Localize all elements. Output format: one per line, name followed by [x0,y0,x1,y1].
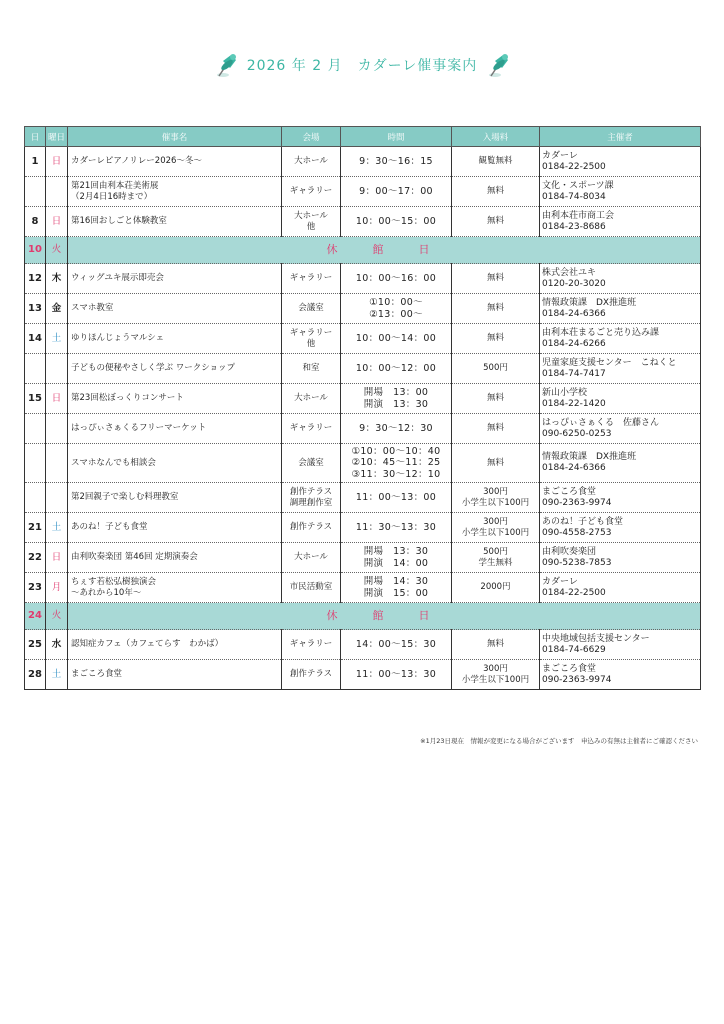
venue-cell [282,630,341,660]
column-header-weekday: 曜日 [46,127,68,147]
fee-cell [452,660,540,690]
event-name-cell [68,177,282,207]
day-cell: 25 [25,630,46,660]
organizer-cell-line: 0184-24-6366 [542,463,606,473]
organizer-cell-line: 0184-23-8686 [542,221,606,232]
organizer-cell-line: 090-6250-0253 [542,428,612,439]
organizer-cell [540,513,701,543]
fee-cell [452,177,540,207]
venue-cell-line: 和室 [302,363,320,374]
table-row [25,444,701,483]
venue-cell-line: 創作テラス [289,522,333,533]
organizer-cell-line: 情報政策課 DX推進班 [542,297,637,308]
fee-cell-line: 500円 [483,547,508,558]
time-cell [341,513,452,543]
footnote: ※1月23日現在 情報が変更になる場合がございます 申込みの有無は主催者にご確認ください [420,737,698,745]
day-cell: 28 [25,660,46,690]
day-cell [25,354,46,384]
table-row [25,147,701,177]
organizer-cell [540,444,701,483]
organizer-cell-line: 情報政策課 DX推進班 [542,452,637,463]
weekday-cell: 月 [46,573,68,603]
venue-cell-line: 創作テラス [289,669,333,680]
venue-cell [282,513,341,543]
fee-cell [452,384,540,414]
day-cell: 1 [25,147,46,177]
organizer-cell [540,630,701,660]
day-cell: 22 [25,543,46,573]
time-cell [341,573,452,603]
day-cell: 21 [25,513,46,543]
day-cell [25,444,46,483]
weekday-cell [46,444,68,483]
organizer-cell-line: 由利本荘まるごと売り込み課 [542,327,660,338]
event-name-cell [68,513,282,543]
organizer-cell-line: 株式会社ユキ [542,267,597,278]
event-name-cell-line: 子どもの便秘やさしく学ぶ ワークショップ [71,363,236,374]
time-cell [341,444,452,483]
fee-cell [452,513,540,543]
organizer-cell-line: 新山小学校 [542,387,588,398]
venue-cell [282,207,341,237]
organizer-cell-line: 090-2363-9974 [542,497,612,508]
time-cell-line: 開場 13：00 [363,387,429,399]
time-cell [341,414,452,444]
event-name-cell-line: 第16回おしごと体験教室 [71,216,167,227]
table-row [25,414,701,444]
day-cell: 13 [25,294,46,324]
column-header-day: 日 [25,127,46,147]
event-name-cell [68,207,282,237]
event-name-cell-line: 認知症カフェ（カフェてらす わかば） [71,639,224,650]
venue-cell-line: 大ホール [294,552,328,563]
time-cell-line: 開場 13：30 [363,546,429,558]
organizer-cell-line: 0184-24-6266 [542,338,606,349]
event-name-cell-line: まごころ食堂 [71,669,123,680]
event-name-cell-line: あのね！子ども食堂 [71,522,148,533]
event-name-cell-line: （2月4日16時まで） [71,191,153,202]
time-cell-line: 開演 14：00 [363,557,429,569]
organizer-cell-line: まごころ食堂 [542,486,597,497]
venue-cell-line: ギャラリー [289,273,333,284]
fee-cell [452,294,540,324]
closed-day-row [25,603,701,630]
organizer-cell [540,147,701,177]
organizer-cell-line: 児童家庭支援センター こねくと [542,357,677,368]
fee-cell-line: 無料 [486,423,504,434]
time-cell [341,483,452,513]
day-cell [25,177,46,207]
day-cell: 10 [25,237,46,264]
time-cell-line: ①10：00～ [369,297,423,309]
time-cell [341,384,452,414]
fee-cell-line: 無料 [486,216,504,227]
fee-cell-line: 無料 [486,457,504,468]
organizer-cell-line: 090-4558-2753 [542,527,612,538]
fee-cell-line: 500円 [483,363,508,374]
page-title-bar [0,50,724,80]
fee-cell [452,264,540,294]
venue-cell [282,354,341,384]
venue-cell [282,573,341,603]
venue-cell [282,147,341,177]
event-name-cell-line: カダーレピアノリレー2026～冬～ [71,156,202,167]
fee-cell-line: 学生無料 [478,557,513,568]
weekday-cell: 日 [46,147,68,177]
organizer-cell-line: まごころ食堂 [542,663,597,674]
weekday-cell: 火 [46,237,68,264]
venue-cell [282,264,341,294]
event-schedule-table [24,126,701,690]
time-cell-line: 11：00～13：00 [355,491,437,503]
table-row [25,207,701,237]
organizer-cell-line: 0120-20-3020 [542,278,606,289]
table-row [25,543,701,573]
time-cell [341,543,452,573]
organizer-cell-line: 0184-74-8034 [542,191,606,202]
table-row [25,384,701,414]
venue-cell-line: ギャラリー [289,328,333,339]
organizer-cell-line: カダーレ [542,150,578,161]
venue-cell [282,483,341,513]
day-cell: 12 [25,264,46,294]
weekday-cell: 火 [46,603,68,630]
weekday-cell: 日 [46,384,68,414]
event-name-cell [68,573,282,603]
organizer-cell-line: はっぴぃさぁくる 佐藤さん [542,417,660,428]
fee-cell [452,147,540,177]
table-row [25,573,701,603]
fee-cell-line: 小学生以下100円 [461,497,530,508]
time-cell-line: 9：30～12：30 [359,422,433,434]
time-cell [341,177,452,207]
venue-cell [282,294,341,324]
organizer-cell [540,384,701,414]
organizer-cell-line: 0184-74-7417 [542,368,606,379]
event-name-cell [68,324,282,354]
column-header-organizer: 主催者 [540,127,701,147]
organizer-cell [540,354,701,384]
column-header-event: 催事名 [68,127,282,147]
weekday-cell: 日 [46,207,68,237]
organizer-cell [540,324,701,354]
time-cell-line: 14：00～15：30 [355,638,437,650]
time-cell-line: 10：00～12：00 [355,362,437,374]
venue-cell-line: 市民活動室 [289,582,333,593]
table-row [25,513,701,543]
event-name-cell [68,294,282,324]
weekday-cell: 水 [46,630,68,660]
table-row [25,324,701,354]
fee-cell [452,324,540,354]
pushpin-icon [485,51,511,79]
venue-cell-line: ギャラリー [289,186,333,197]
fee-cell-line: 無料 [486,393,504,404]
venue-cell-line: ギャラリー [289,639,333,650]
event-name-cell [68,414,282,444]
organizer-cell-line: あのね！子ども食堂 [542,516,624,527]
event-name-cell-line: ～あれから10年～ [71,587,142,598]
weekday-cell [46,483,68,513]
fee-cell [452,543,540,573]
closed-day-row [25,237,701,264]
event-name-cell [68,543,282,573]
organizer-cell [540,483,701,513]
organizer-cell [540,414,701,444]
organizer-cell [540,660,701,690]
time-cell-line: 10：00～14：00 [355,332,437,344]
weekday-cell: 土 [46,660,68,690]
venue-cell [282,543,341,573]
fee-cell [452,354,540,384]
venue-cell [282,444,341,483]
event-name-cell [68,354,282,384]
venue-cell [282,384,341,414]
fee-cell [452,207,540,237]
event-name-cell [68,147,282,177]
venue-cell [282,660,341,690]
fee-cell-line: 300円 [483,517,508,528]
fee-cell [452,483,540,513]
column-header-venue: 会場 [282,127,341,147]
event-name-cell [68,483,282,513]
day-cell: 8 [25,207,46,237]
time-cell-line: 9：30～16：15 [359,155,433,167]
time-cell-line: ②13：00～ [369,308,423,320]
event-name-cell-line: 第21回由利本荘美術展 [71,181,159,192]
fee-cell [452,573,540,603]
venue-cell-line: 調理創作室 [289,497,333,508]
event-name-cell-line: スマホなんでも相談会 [71,457,156,468]
day-cell [25,414,46,444]
organizer-cell-line: 文化・スポーツ課 [542,180,614,191]
venue-cell-line: 会議室 [298,303,324,314]
event-name-cell-line: 由利吹奏楽団 第46回 定期演奏会 [71,552,198,563]
fee-cell-line: 無料 [486,639,504,650]
fee-cell-line: 無料 [486,186,504,197]
day-cell: 14 [25,324,46,354]
organizer-cell-line: 由利吹奏楽団 [542,546,597,557]
closed-label: 休 館 日 [68,603,701,630]
event-name-cell-line: ゆりほんじょうマルシェ [71,333,165,344]
time-cell-line: 11：30～13：30 [355,521,437,533]
table-row [25,294,701,324]
organizer-cell-line: 0184-22-1420 [542,398,606,409]
pushpin-icon [213,51,239,79]
time-cell [341,324,452,354]
organizer-cell [540,207,701,237]
table-header-row [25,127,701,147]
weekday-cell: 土 [46,513,68,543]
event-name-cell-line: 第23回松ぼっくりコンサート [71,393,184,404]
fee-cell-line: 観覧無料 [478,156,513,167]
table-row [25,354,701,384]
organizer-cell-line: 由利本荘市商工会 [542,210,615,221]
venue-cell-line: 他 [306,221,316,232]
time-cell-line: 10：00～15：00 [355,215,437,227]
time-cell [341,630,452,660]
organizer-cell [540,264,701,294]
time-cell-line: 開演 13：30 [363,398,429,410]
event-name-cell-line: はっぴぃさぁくるフリーマーケット [71,423,207,434]
event-name-cell [68,630,282,660]
table-row [25,177,701,207]
event-name-cell [68,660,282,690]
fee-cell-line: 小学生以下100円 [461,527,530,538]
organizer-cell-line: 090-5238-7853 [542,557,612,568]
organizer-cell [540,543,701,573]
time-cell [341,147,452,177]
venue-cell [282,177,341,207]
time-cell-line: 開場 14：30 [363,576,429,588]
weekday-cell: 金 [46,294,68,324]
fee-cell-line: 300円 [483,664,508,675]
fee-cell [452,414,540,444]
table-row [25,483,701,513]
venue-cell-line: 創作テラス [289,487,333,498]
fee-cell-line: 無料 [486,333,504,344]
day-cell [25,483,46,513]
organizer-cell [540,177,701,207]
time-cell-line: ③11：30～12：10 [351,468,441,480]
event-name-cell [68,264,282,294]
event-name-cell-line: スマホ教室 [71,303,114,314]
time-cell-line: 10：00～16：00 [355,272,437,284]
organizer-cell [540,573,701,603]
venue-cell-line: 会議室 [298,457,324,468]
venue-cell-line: ギャラリー [289,423,333,434]
venue-cell-line: 他 [306,338,316,349]
fee-cell [452,444,540,483]
organizer-cell-line: 090-2363-9974 [542,674,612,685]
closed-label: 休 館 日 [68,237,701,264]
organizer-cell-line: 0184-74-6629 [542,644,606,655]
time-cell [341,660,452,690]
venue-cell [282,324,341,354]
weekday-cell: 日 [46,543,68,573]
fee-cell [452,630,540,660]
weekday-cell: 土 [46,324,68,354]
weekday-cell [46,177,68,207]
fee-cell-line: 2000円 [480,582,511,593]
organizer-cell-line: 0184-22-2500 [542,587,606,598]
time-cell [341,264,452,294]
weekday-cell [46,354,68,384]
venue-cell-line: 大ホール [294,211,328,222]
weekday-cell: 木 [46,264,68,294]
organizer-cell-line: 0184-22-2500 [542,161,606,172]
table-row [25,660,701,690]
event-name-cell-line: ちぇす若松弘樹独演会 [71,577,157,588]
event-name-cell [68,384,282,414]
day-cell: 24 [25,603,46,630]
time-cell-line: ①10：00～10：40 [351,445,441,457]
time-cell [341,294,452,324]
time-cell-line: 11：00～13：30 [355,668,437,680]
column-header-time: 時間 [341,127,452,147]
weekday-cell [46,414,68,444]
venue-cell-line: 大ホール [294,393,328,404]
event-name-cell-line: ウィッグユキ展示即売会 [71,273,164,284]
time-cell [341,354,452,384]
time-cell-line: 9：00～17：00 [359,185,433,197]
table-row [25,630,701,660]
venue-cell [282,414,341,444]
page-title: 2026 年 2 月 カダーレ催事案内 [246,58,478,74]
venue-cell-line: 大ホール [294,156,328,167]
time-cell-line: 開演 15：00 [363,587,429,599]
fee-cell-line: 小学生以下100円 [461,674,530,685]
fee-cell-line: 無料 [486,273,504,284]
time-cell-line: ②10：45～11：25 [351,457,441,469]
fee-cell-line: 無料 [486,303,504,314]
day-cell: 15 [25,384,46,414]
organizer-cell-line: 0184-24-6366 [542,308,606,319]
organizer-cell-line: 中央地域包括支援センター [542,633,650,644]
fee-cell-line: 300円 [483,487,508,498]
table-row [25,264,701,294]
organizer-cell-line: カダーレ [542,576,578,587]
column-header-fee: 入場料 [452,127,540,147]
event-name-cell [68,444,282,483]
event-name-cell-line: 第2回親子で楽しむ料理教室 [71,492,179,503]
day-cell: 23 [25,573,46,603]
organizer-cell [540,294,701,324]
time-cell [341,207,452,237]
